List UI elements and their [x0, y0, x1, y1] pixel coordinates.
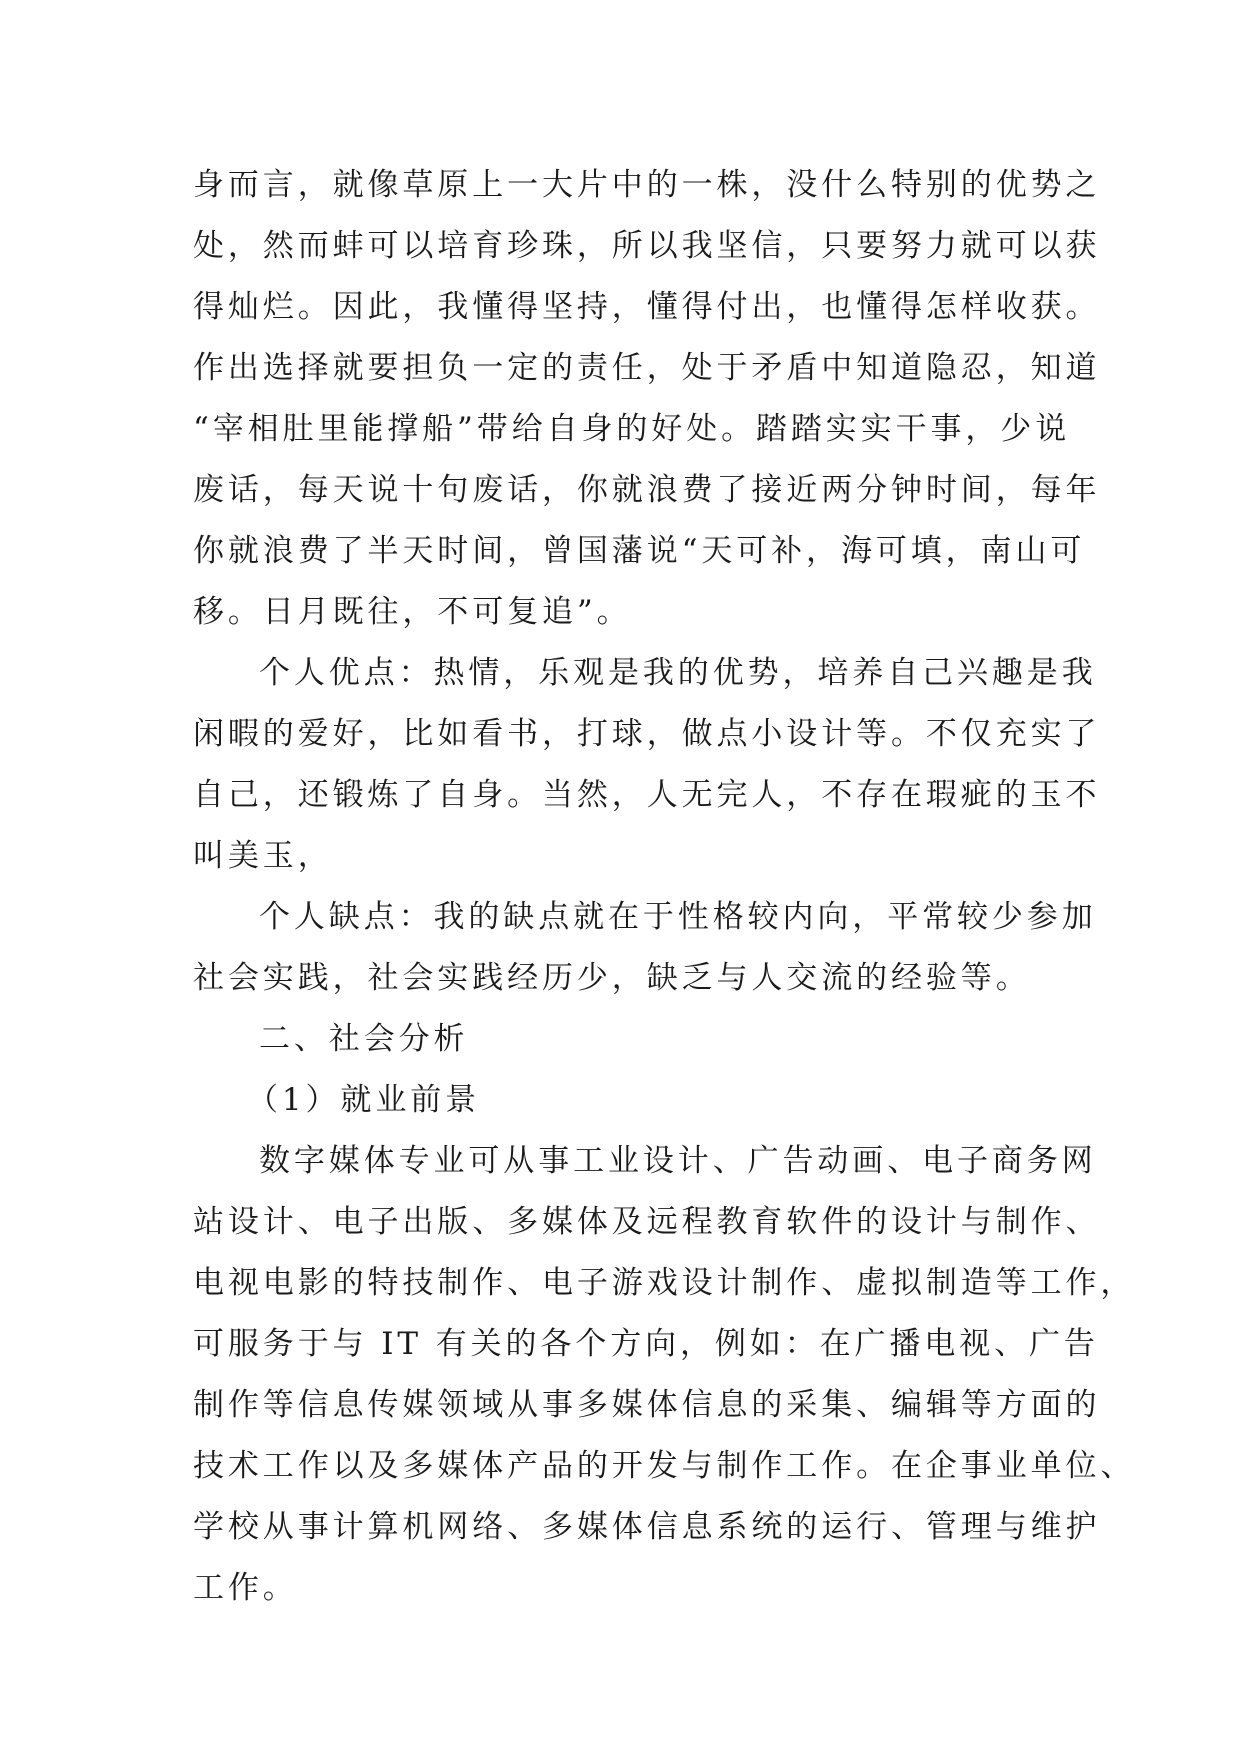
paragraph-line: 站设计、电子出版、多媒体及远程教育软件的设计与制作、: [193, 1204, 1101, 1240]
subsection-heading: （1）就业前景: [247, 1082, 481, 1118]
paragraph-line: 身而言，就像草原上一大片中的一株，没什么特别的优势之: [193, 167, 1101, 203]
paragraph-line: 叫美玉，: [193, 838, 333, 874]
paragraph-line: 得灿烂。因此，我懂得坚持，懂得付出，也懂得怎样收获。: [193, 289, 1101, 325]
paragraph-line: 移。日月既往，不可复追”。: [193, 594, 632, 630]
paragraph-line: 个人优点：热情，乐观是我的优势，培养自己兴趣是我: [259, 655, 1097, 691]
paragraph-line: 你就浪费了半天时间，曾国藩说“天可补，海可填，南山可: [193, 533, 1086, 569]
paragraph-line: 自己，还锻炼了自身。当然，人无完人，不存在瑕疵的玉不: [193, 777, 1101, 813]
paragraph-line: 社会实践，社会实践经历少，缺乏与人交流的经验等。: [193, 960, 1031, 996]
paragraph-line: 个人缺点：我的缺点就在于性格较内向，平常较少参加: [259, 899, 1097, 935]
paragraph-line: 废话，每天说十句废话，你就浪费了接近两分钟时间，每年: [193, 472, 1101, 508]
section-heading: 二、社会分析: [259, 1021, 469, 1057]
paragraph-line: 数字媒体专业可从事工业设计、广告动画、电子商务网: [259, 1143, 1097, 1179]
paragraph-line: 电视电影的特技制作、电子游戏设计制作、虚拟制造等工作，: [193, 1265, 1136, 1301]
paragraph-line: 闲暇的爱好，比如看书，打球，做点小设计等。不仅充实了: [193, 716, 1101, 752]
paragraph-line: 可服务于与 IT 有关的各个方向，例如：在广播电视、广告: [193, 1326, 1099, 1362]
paragraph-line: 制作等信息传媒领域从事多媒体信息的采集、编辑等方面的: [193, 1387, 1101, 1423]
paragraph-line: 作出选择就要担负一定的责任，处于矛盾中知道隐忍，知道: [193, 350, 1101, 386]
paragraph-line: 工作。: [193, 1570, 298, 1606]
paragraph-line: 技术工作以及多媒体产品的开发与制作工作。在企事业单位、: [193, 1448, 1136, 1484]
paragraph-line: 学校从事计算机网络、多媒体信息系统的运行、管理与维护: [193, 1509, 1101, 1545]
paragraph-line: 处，然而蚌可以培育珍珠，所以我坚信，只要努力就可以获: [193, 228, 1101, 264]
document-body: [193, 155, 1136, 1619]
paragraph-line: “宰相肚里能撑船”带给自身的好处。踏踏实实干事，少说: [193, 411, 1071, 447]
